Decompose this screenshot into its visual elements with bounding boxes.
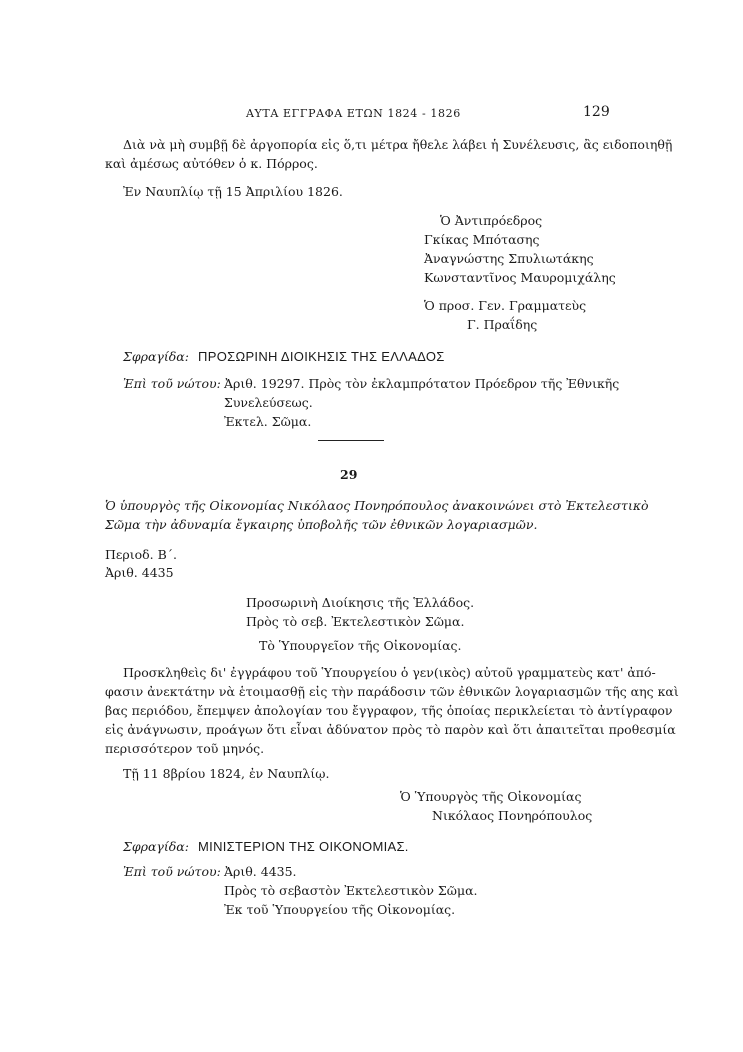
doc28-seal-line <box>123 346 445 366</box>
doc29-signatory-name: Νικόλαος Πονηρόπουλος <box>432 808 593 823</box>
doc29-sender: Τὸ Ὑπουργεῖον τῆς Οἰκονομίας. <box>259 638 462 653</box>
doc28-back-line: Ἀριθ. 19297. Πρὸς τὸν ἐκλαμπρότατον Πρόεδρον τῆς Ἐθνικῆς <box>224 376 620 391</box>
seal-text: ΠΡΟΣΩΡΙΝΗ ΔΙΟΙΚΗΣΙΣ ΤΗΣ ΕΛΛΑΔΟΣ <box>198 349 445 364</box>
doc28-signatory-title: Ὁ Ἀντιπρόεδρος <box>440 213 543 228</box>
doc28-body-line: καὶ ἀμέσως αὐτόθεν ὁ κ. Πόρρος. <box>105 156 318 171</box>
document-number: 29 <box>340 467 358 482</box>
doc29-back-line: Ἐκ τοῦ Ὑπουργείου τῆς Οἰκονομίας. <box>224 902 456 917</box>
doc29-back-line: Πρὸς τὸ σεβαστὸν Ἐκτελεστικὸν Σῶμα. <box>224 883 478 898</box>
doc29-body-line: φασιν ἀνεκτάτην νὰ ἑτοιμασθῇ εἰς τὴν παράδοσιν τῶν ἐθνικῶν λογαριασμῶν τῆς αης καὶ <box>105 684 679 699</box>
doc28-body-line: Διὰ νὰ μὴ συμβῇ δὲ ἀργοπορία εἰς ὅ,τι μέτρα ἤθελε λάβει ἡ Συνέλευσις, ἂς ειδοποιηθῇ <box>123 137 673 152</box>
doc29-period: Περιοδ. Β΄. <box>105 547 178 562</box>
section-divider <box>318 440 384 441</box>
doc28-back-line: Συνελεύσεως. <box>224 395 313 410</box>
doc29-place-date: Τῇ 11 8βρίου 1824, ἐν Ναυπλίῳ. <box>123 766 330 781</box>
doc28-secretary-name: Γ. Πραΐδης <box>467 317 538 332</box>
doc29-summary-line: Ὁ ὑπουργὸς τῆς Οἰκονομίας Νικόλαος Πονηρόπουλος ἀνακοινώνει στὸ Ἐκτελεστικὸ <box>105 498 649 513</box>
doc29-body-line: βας περιόδου, ἔπεμψεν ἀπολογίαν του ἔγγραφον, τῆς ὁποίας περικλείεται τὸ ἀντίγραφον <box>105 703 673 718</box>
doc28-secretary-title: Ὁ προσ. Γεν. Γραμματεὺς <box>424 298 587 313</box>
doc29-seal-line <box>123 836 409 856</box>
seal-label: Σφραγίδα: <box>123 349 189 364</box>
doc28-place-date: Ἐν Ναυπλίῳ τῇ 15 Ἀπριλίου 1826. <box>123 184 343 199</box>
doc28-signatory-name: Ἀναγνώστης Σπυλιωτάκης <box>424 251 594 266</box>
doc29-back-label: Ἐπὶ τοῦ νώτου: <box>123 864 221 879</box>
page-number: 129 <box>583 104 610 120</box>
doc28-back-line: Ἐκτελ. Σῶμα. <box>224 414 312 429</box>
doc29-body-line: Προσκληθεὶς δι' ἐγγράφου τοῦ Ὑπουργείου ὁ γεν(ικὸς) αὐτοῦ γραμματεὺς κατ' ἀπό- <box>123 665 656 680</box>
doc29-summary-line: Σῶμα τὴν ἀδυναμία ἔγκαιρης ὑποβολῆς τῶν ἐθνικῶν λογαριασμῶν. <box>105 517 538 532</box>
running-title: ΑΥΤΑ ΕΓΓΡΑΦΑ ΕΤΩΝ 1824 - 1826 <box>246 107 461 120</box>
doc29-signatory-title: Ὁ Ὑπουργὸς τῆς Οἰκονομίας <box>400 789 582 804</box>
doc29-address-line: Προσωρινὴ Διοίκησις τῆς Ἑλλάδος. <box>246 595 475 610</box>
doc28-signatory-name: Κωνσταντῖνος Μαυρομιχάλης <box>424 270 616 285</box>
doc29-address-line: Πρὸς τὸ σεβ. Ἐκτελεστικὸν Σῶμα. <box>246 614 465 629</box>
seal-text: ΜΙΝΙΣΤΕΡΙΟΝ ΤΗΣ ΟΙΚΟΝΟΜΙΑΣ. <box>198 839 409 854</box>
doc29-body-line: εἰς ἀνάγνωσιν, προάγων ὅτι εἶναι ἀδύνατον πρὸς τὸ παρὸν καὶ ὅτι ἀπαιτεῖται προθεσμία <box>105 722 676 737</box>
doc29-ref-number: Ἀριθ. 4435 <box>105 565 174 580</box>
doc28-signatory-name: Γκίκας Μπότασης <box>424 232 540 247</box>
doc28-back-label: Ἐπὶ τοῦ νώτου: <box>123 376 221 391</box>
doc29-back-line: Ἀριθ. 4435. <box>224 864 297 879</box>
doc29-body-line: περισσότερον τοῦ μηνός. <box>105 741 265 756</box>
seal-label: Σφραγίδα: <box>123 839 189 854</box>
